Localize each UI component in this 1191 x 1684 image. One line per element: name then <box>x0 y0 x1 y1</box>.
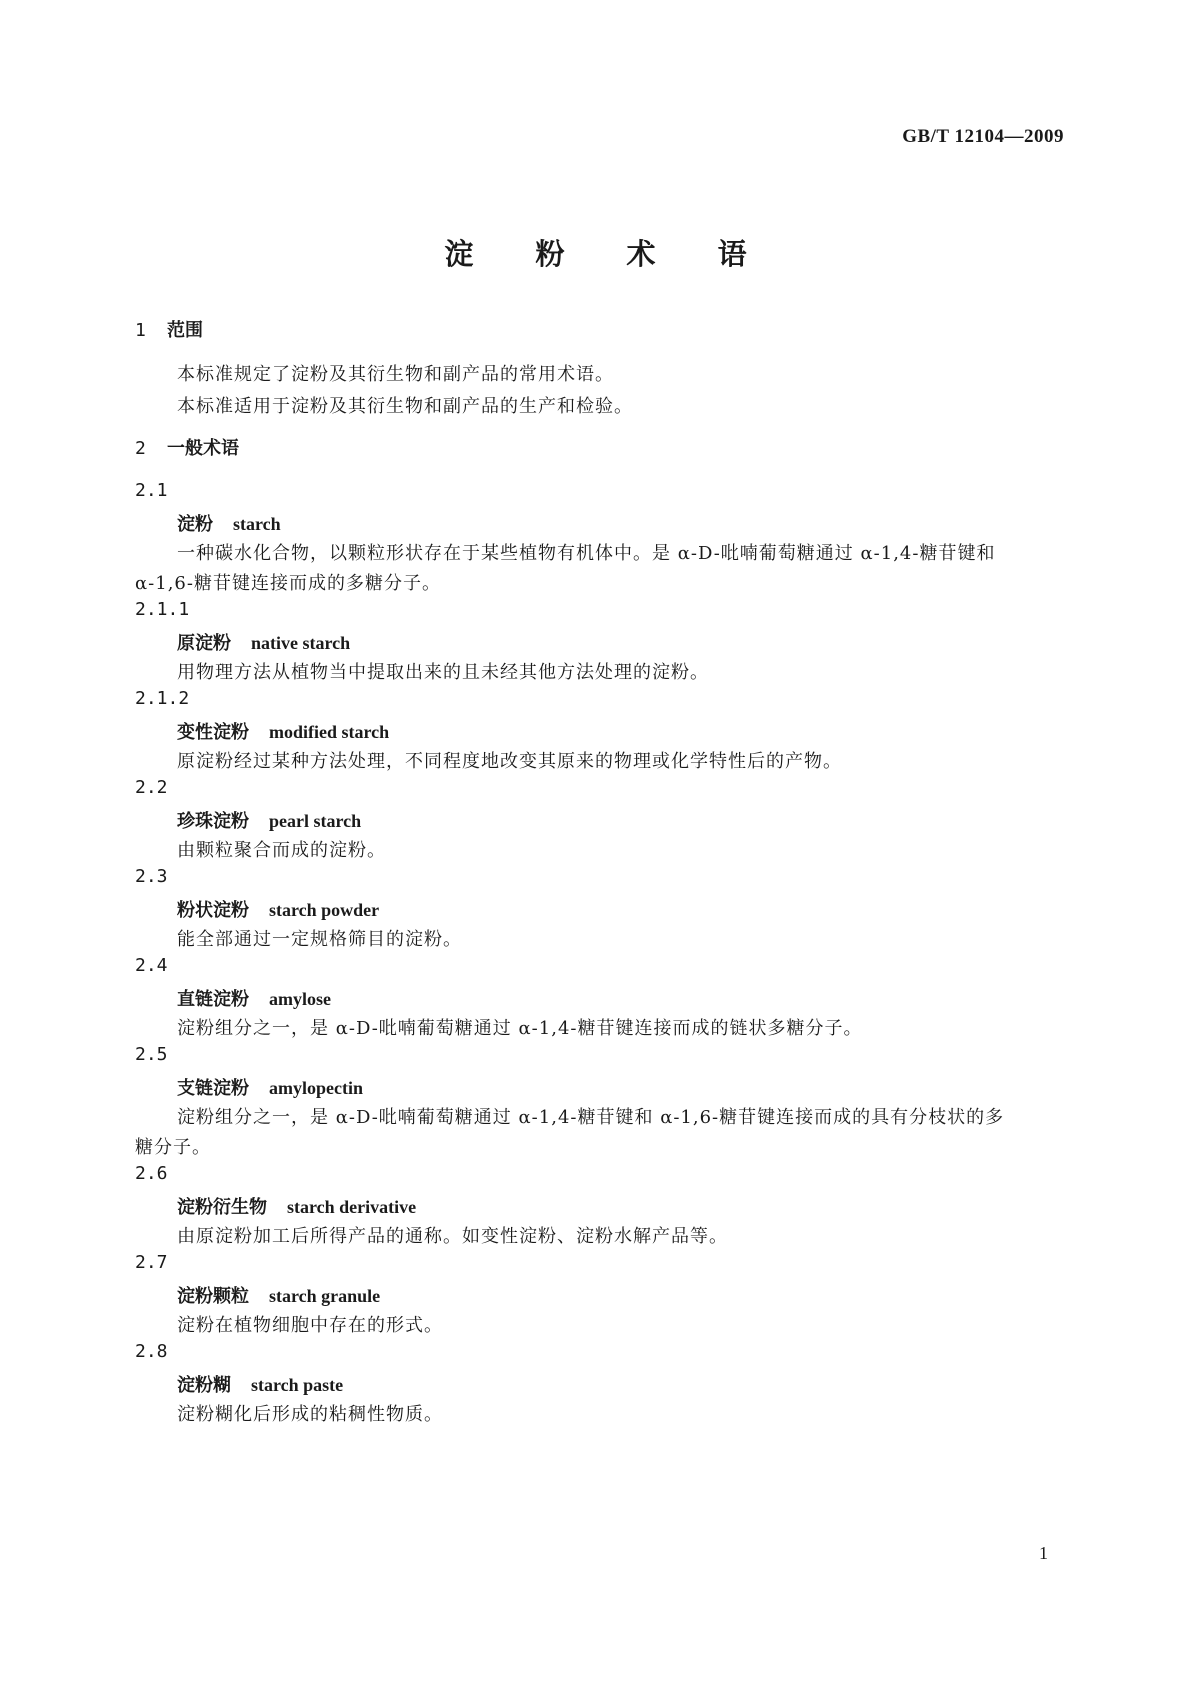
term-definition: 淀粉在植物细胞中存在的形式。 <box>177 1315 443 1336</box>
entry-number: 2.1.2 <box>135 688 190 709</box>
entry-number: 2.2 <box>135 777 168 798</box>
entry-number: 2.1.1 <box>135 599 190 620</box>
scope-paragraph-1: 本标准规定了淀粉及其衍生物和副产品的常用术语。 <box>177 364 614 385</box>
section-title: 范围 <box>167 320 203 341</box>
entry-number: 2.4 <box>135 955 168 976</box>
term-zh: 原淀粉 <box>177 633 231 654</box>
term-en: amylose <box>269 989 331 1009</box>
section-number: 2 <box>135 438 146 459</box>
term-definition: 能全部通过一定规格筛目的淀粉。 <box>177 929 462 950</box>
term-zh: 变性淀粉 <box>177 722 249 743</box>
term-definition: 由原淀粉加工后所得产品的通称。如变性淀粉、淀粉水解产品等。 <box>177 1226 728 1247</box>
term-line <box>177 1282 380 1308</box>
document-title: 淀 粉 术 语 <box>444 237 773 271</box>
section-1-heading <box>135 316 203 342</box>
term-zh: 淀粉 <box>177 514 213 535</box>
section-2-heading <box>135 434 239 460</box>
term-definition: 淀粉糊化后形成的粘稠性物质。 <box>177 1404 443 1425</box>
term-zh: 淀粉衍生物 <box>177 1197 267 1218</box>
entry-number: 2.8 <box>135 1341 168 1362</box>
scope-paragraph-2: 本标准适用于淀粉及其衍生物和副产品的生产和检验。 <box>177 396 633 417</box>
term-zh: 支链淀粉 <box>177 1078 249 1099</box>
entry-number: 2.6 <box>135 1163 168 1184</box>
entry-number: 2.3 <box>135 866 168 887</box>
term-line <box>177 629 350 655</box>
entry-number: 2.1 <box>135 480 168 501</box>
term-zh: 淀粉颗粒 <box>177 1286 249 1307</box>
term-en: modified starch <box>269 722 390 742</box>
term-en: pearl starch <box>269 811 362 831</box>
term-definition: 淀粉组分之一，是 α-D-吡喃葡萄糖通过 α-1,4-糖苷键连接而成的链状多糖分子。 <box>177 1018 863 1039</box>
term-en: starch powder <box>269 900 380 920</box>
term-line <box>177 1193 416 1219</box>
entry-number: 2.5 <box>135 1044 168 1065</box>
term-definition-continued: α-1,6-糖苷键连接而成的多糖分子。 <box>135 573 441 594</box>
term-en: starch derivative <box>287 1197 417 1217</box>
term-definition: 淀粉组分之一，是 α-D-吡喃葡萄糖通过 α-1,4-糖苷键和 α-1,6-糖苷键连接而成的具有分枝状的多 <box>177 1107 1005 1128</box>
term-zh: 粉状淀粉 <box>177 900 249 921</box>
term-definition: 由颗粒聚合而成的淀粉。 <box>177 840 386 861</box>
page-number: 1 <box>1039 1543 1048 1563</box>
term-en: starch <box>233 514 281 534</box>
section-title: 一般术语 <box>167 438 239 459</box>
term-line <box>177 1371 343 1397</box>
term-en: starch paste <box>251 1375 344 1395</box>
term-line <box>177 985 331 1011</box>
term-definition: 原淀粉经过某种方法处理，不同程度地改变其原来的物理或化学特性后的产物。 <box>177 751 842 772</box>
term-zh: 珍珠淀粉 <box>177 811 249 832</box>
section-number: 1 <box>135 320 146 341</box>
term-line <box>177 510 281 536</box>
term-line <box>177 896 379 922</box>
term-en: starch granule <box>269 1286 381 1306</box>
standard-number: GB/T 12104—2009 <box>902 126 1064 147</box>
term-line <box>177 1074 363 1100</box>
term-definition: 一种碳水化合物，以颗粒形状存在于某些植物有机体中。是 α-D-吡喃葡萄糖通过 α-1,4-糖苷键和 <box>177 543 996 564</box>
term-en: native starch <box>251 633 351 653</box>
term-line <box>177 718 389 744</box>
entry-number: 2.7 <box>135 1252 168 1273</box>
term-en: amylopectin <box>269 1078 363 1098</box>
term-line <box>177 807 361 833</box>
term-zh: 直链淀粉 <box>177 989 249 1010</box>
term-definition: 用物理方法从植物当中提取出来的且未经其他方法处理的淀粉。 <box>177 662 709 683</box>
term-zh: 淀粉糊 <box>177 1375 231 1396</box>
term-definition-continued: 糖分子。 <box>135 1137 211 1158</box>
